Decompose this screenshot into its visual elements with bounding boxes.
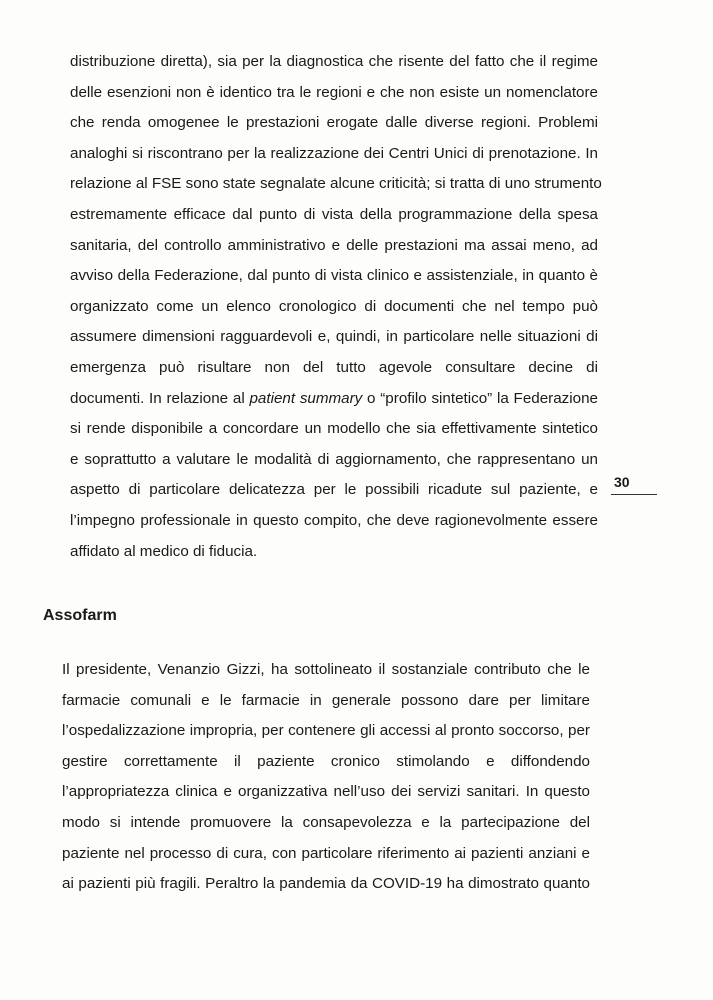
text-line: avviso della Federazione, dal punto di vista clinico e assistenziale, in quanto è — [70, 267, 598, 285]
text-line: farmacie comunali e le farmacie in generale possono dare per limitare — [62, 691, 590, 709]
section-heading: Assofarm — [43, 607, 117, 624]
text-line: e soprattutto a valutare le modalità di aggiornamento, che rappresentano un — [70, 450, 598, 468]
page-number-rule — [611, 494, 657, 495]
text-line: si rende disponibile a concordare un modello che sia effettivamente sintetico — [70, 420, 598, 438]
text-line: che renda omogenee le prestazioni erogate dalle diverse regioni. Problemi — [70, 114, 598, 132]
text-line: ai pazienti più fragili. Peraltro la pandemia da COVID-19 ha dimostrato quanto — [62, 875, 590, 893]
text-line: estremamente efficace dal punto di vista della programmazione della spesa — [70, 205, 598, 223]
text-line: l’impegno professionale in questo compito, che deve ragionevolmente essere — [70, 511, 598, 529]
text-line: assumere dimensioni ragguardevoli e, quindi, in particolare nelle situazioni di — [70, 328, 598, 346]
page-number: 30 — [614, 474, 630, 490]
text-line: Il presidente, Venanzio Gizzi, ha sottolineato il sostanziale contributo che le — [62, 661, 590, 678]
text-segment: documenti. In relazione al — [70, 389, 250, 407]
text-line: l’ospedalizzazione impropria, per contenere gli accessi al pronto soccorso, per — [62, 722, 590, 740]
paragraph-assofarm — [62, 655, 590, 900]
text-line: emergenza può risultare non del tutto agevole consultare decine di — [70, 358, 598, 376]
text-line: paziente nel processo di cura, con particolare riferimento ai pazienti anziani e — [62, 844, 590, 862]
text-line: organizzato come un elenco cronologico di documenti che nel tempo può — [70, 297, 598, 315]
text-line: gestire correttamente il paziente cronico stimolando e diffondendo — [62, 752, 590, 770]
text-line: affidato al medico di fiducia. — [70, 542, 258, 560]
text-line: distribuzione diretta), sia per la diagnostica che risente del fatto che il regime — [70, 53, 598, 70]
paragraph-federazione — [70, 47, 602, 567]
text-line-with-italic — [70, 384, 598, 415]
text-line: sanitaria, del controllo amministrativo e delle prestazioni ma assai meno, ad — [70, 236, 598, 254]
text-segment: o “profilo sintetico” la Federazione — [362, 389, 598, 407]
text-line: modo si intende promuovere la consapevolezza e la partecipazione del — [62, 813, 590, 831]
text-line: l’appropriatezza clinica e organizzativa nell’uso dei servizi sanitari. In questo — [62, 783, 590, 801]
italic-term: patient summary — [249, 389, 363, 407]
text-line: delle esenzioni non è identico tra le regioni e che non esiste un nomenclatore — [70, 83, 598, 101]
text-line: analoghi si riscontrano per la realizzazione dei Centri Unici di prenotazione. In — [70, 144, 598, 162]
text-line: aspetto di particolare delicatezza per le possibili ricadute sul paziente, e — [70, 481, 598, 499]
text-line: relazione al FSE sono state segnalate alcune criticità; si tratta di uno strumento — [70, 175, 602, 193]
